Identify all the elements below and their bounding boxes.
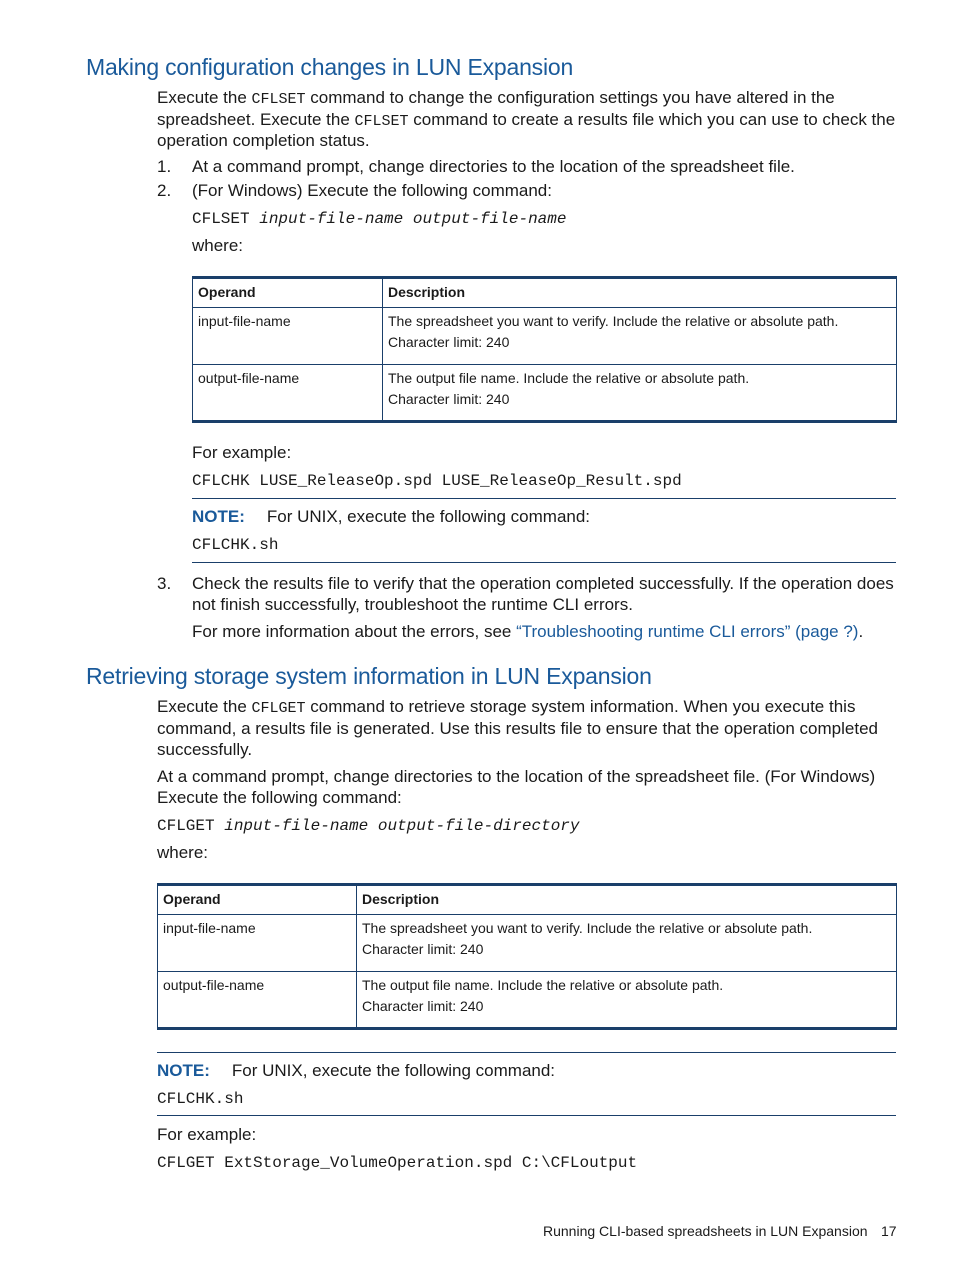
- where-label: where:: [192, 236, 244, 255]
- column-header-operand: Operand: [158, 885, 357, 915]
- note-divider-bottom: [157, 1115, 896, 1116]
- column-header-description: Description: [383, 278, 897, 308]
- more-info-line: For more information about the errors, see “Troubleshooting runtime CLI errors” (page ?).: [192, 622, 864, 641]
- example-label: For example:: [157, 1125, 257, 1144]
- description-cell: The output file name. Include the relative or absolute path. Character limit: 240: [357, 972, 897, 1029]
- cflset-command: CFLSET: [354, 113, 409, 130]
- step-3-text-line2: not finish successfully, troubleshoot the runtime CLI errors.: [192, 595, 633, 614]
- step-number: 1.: [157, 157, 172, 176]
- description-cell: The spreadsheet you want to verify. Include the relative or absolute path. Character limit: 240: [357, 915, 897, 972]
- example-command: CFLGET ExtStorage_VolumeOperation.spd C:\CFLoutput: [157, 1154, 638, 1172]
- note-label: NOTE:: [157, 1061, 210, 1080]
- section-title-retrieving-info: Retrieving storage system information in LUN Expansion: [86, 663, 652, 689]
- section-title-config-changes: Making configuration changes in LUN Expansion: [86, 54, 574, 80]
- step-number: 3.: [157, 574, 172, 593]
- note-command: CFLCHK.sh: [192, 536, 279, 554]
- section1-intro-line2: spreadsheet. Execute the CFLSET command to create a results file which you can use to check the: [157, 110, 896, 130]
- section2-intro-line1: Execute the CFLGET command to retrieve storage system information. When you execute this: [157, 697, 856, 717]
- table-row: [158, 972, 897, 1029]
- section2-para2-line1: At a command prompt, change directories to the location of the spreadsheet file. (For Windows): [157, 767, 876, 786]
- operand-table-cflget: [157, 883, 897, 1030]
- description-cell: The output file name. Include the relative or absolute path. Character limit: 240: [383, 365, 897, 422]
- description-cell: The spreadsheet you want to verify. Include the relative or absolute path. Character limit: 240: [383, 308, 897, 365]
- step-2-text: (For Windows) Execute the following command:: [192, 181, 552, 200]
- step-number: 2.: [157, 181, 172, 200]
- section2-intro-line3: successfully.: [157, 740, 253, 759]
- column-header-operand: Operand: [193, 278, 383, 308]
- troubleshooting-link[interactable]: “Troubleshooting runtime CLI errors” (page ?): [516, 622, 859, 641]
- cflget-command-syntax: CFLGET input-file-name output-file-directory: [157, 817, 580, 835]
- note-divider-bottom: [192, 562, 896, 563]
- example-label: For example:: [192, 443, 292, 462]
- operand-cell: input-file-name: [158, 915, 357, 972]
- table-row: [193, 365, 897, 422]
- cflset-command-syntax: CFLSET input-file-name output-file-name: [192, 210, 567, 228]
- operand-cell: output-file-name: [158, 972, 357, 1029]
- note-line: NOTE: For UNIX, execute the following command:: [192, 507, 591, 526]
- cflset-command: CFLSET: [251, 91, 306, 108]
- table-row: [193, 308, 897, 365]
- table-row: [158, 915, 897, 972]
- table-header-row: [193, 278, 897, 308]
- column-header-description: Description: [357, 885, 897, 915]
- where-label: where:: [157, 843, 209, 862]
- cflget-command: CFLGET: [251, 700, 306, 717]
- note-divider-top: [157, 1052, 896, 1053]
- footer-title: Running CLI-based spreadsheets in LUN Expansion: [543, 1223, 868, 1239]
- operand-table-cflset: [192, 276, 897, 423]
- page-number: 17: [881, 1223, 897, 1239]
- operand-cell: input-file-name: [193, 308, 383, 365]
- section2-intro-line2: command, a results file is generated. Use this results file to ensure that the operation completed: [157, 719, 878, 738]
- section1-intro-line3: operation completion status.: [157, 131, 370, 150]
- note-command: CFLCHK.sh: [157, 1090, 244, 1108]
- step-3-text-line1: Check the results file to verify that the operation completed successfully. If the operation does: [192, 574, 894, 593]
- operand-cell: output-file-name: [193, 365, 383, 422]
- section1-intro-line1: Execute the CFLSET command to change the configuration settings you have altered in the: [157, 88, 835, 108]
- section2-para2-line2: Execute the following command:: [157, 788, 402, 807]
- table-header-row: [158, 885, 897, 915]
- example-command: CFLCHK LUSE_ReleaseOp.spd LUSE_ReleaseOp_Result.spd: [192, 472, 682, 490]
- step-1-text: At a command prompt, change directories to the location of the spreadsheet file.: [192, 157, 795, 176]
- note-divider-top: [192, 498, 896, 499]
- note-label: NOTE:: [192, 507, 245, 526]
- note-line: NOTE: For UNIX, execute the following command:: [157, 1061, 556, 1080]
